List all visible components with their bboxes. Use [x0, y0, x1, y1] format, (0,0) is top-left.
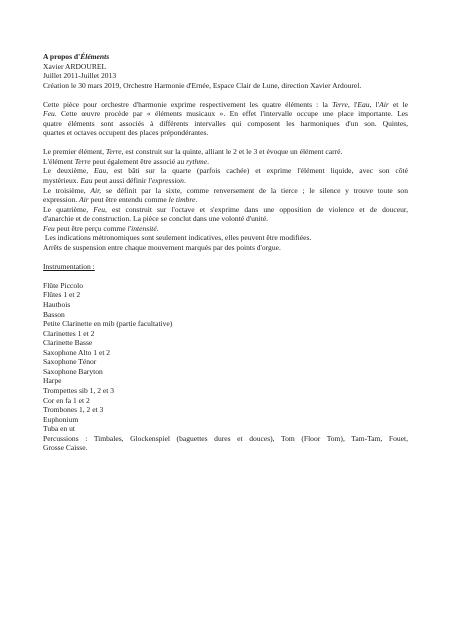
document-title	[43, 52, 408, 62]
instrument-item: Cor en fa 1 et 2	[43, 395, 90, 405]
instrument-item: Trombones 1, 2 et 3	[43, 405, 104, 415]
spacer	[43, 90, 408, 100]
document-page	[43, 52, 408, 453]
instrument-item: Saxophone Ténor	[43, 357, 97, 367]
instrument-item: Basson	[43, 309, 65, 319]
instrument-item: Tuba en ut	[43, 424, 76, 434]
instrument-item: Hautbois	[43, 300, 71, 310]
elements-line-6: expression. Air peut être entendu comme le timbre.	[43, 195, 198, 205]
spacer	[43, 138, 408, 148]
instrument-item: Clarinettes 1 et 2	[43, 328, 95, 338]
title-prefix: A propos d'	[43, 52, 81, 61]
intro-line-1: Cette pièce pour orchestre d'harmonie exprime respectivement les quatre éléments : la Terre, l'Eau, l'Air et le	[43, 99, 409, 109]
instrument-item: Saxophone Baryton	[43, 366, 103, 376]
elements-line-4: mystérieux. Eau peut aussi définir l'expression.	[43, 176, 186, 186]
elements-line-5: Le troisième, Air, se définit par la sixte, comme renversement de la tierce ; le silence y trouve toute son	[43, 185, 408, 195]
intro-line-4: quartes et octaves occupent des places prépondérantes.	[43, 128, 209, 138]
instrument-item: Flûte Piccolo	[43, 280, 84, 290]
percussion-line-2: Grosse Caisse.	[43, 443, 88, 453]
composer-name: Xavier ARDOUREL	[43, 61, 107, 71]
instrument-item: Trompettes sib 1, 2 et 3	[43, 385, 114, 395]
metronome-note: Les indications métronomiques sont seulement indicatives, elles peuvent être modifiées.	[43, 233, 312, 243]
instrument-item: Saxophone Alto 1 et 2	[43, 347, 111, 357]
intro-line-3: quatre éléments sont associés à différents intervalles qui composent les harmoniques d'un son. Quintes,	[43, 118, 408, 128]
elements-line-8: d'anarchie et de construction. La pièce se conclut dans une volonté d'unité.	[43, 214, 269, 224]
fermata-note: Arrêts de suspension entre chaque mouvement marqués par des points d'orgue.	[43, 242, 281, 252]
elements-line-7: Le quatrième, Feu, est construit sur l'octave et s'exprime dans une opposition de violence et de douceur,	[43, 204, 408, 214]
instrument-list	[43, 281, 408, 434]
instrument-item: Flûtes 1 et 2	[43, 290, 81, 300]
title-work: Éléments	[80, 52, 110, 61]
spacer	[43, 252, 408, 262]
elements-line-9: Feu peut être perçu comme l'intensité.	[43, 223, 159, 233]
elements-line-3: Le deuxième, Eau, est bâti sur la quarte (parfois cachée) et exprime l'élément liquide, avec son côté	[43, 166, 408, 176]
elements-line-1: Le premier élément, Terre, est construit sur la quinte, alliant le 2 et le 3 et évoque un élément carré.	[43, 147, 343, 157]
instrument-item: Euphonium	[43, 414, 79, 424]
intro-line-2: Feu. Cette œuvre procède par « éléments musicaux ». En effet l'intervalle occupe une place importante. Les	[43, 109, 408, 119]
premiere-info: Création le 30 mars 2019, Orchestre Harmonie d'Ernée, Espace Clair de Lune, direction Xavier Ardourel.	[43, 80, 362, 90]
instrument-item: Clarinette Basse	[43, 338, 93, 348]
instrumentation-heading: Instrumentation :	[43, 261, 95, 271]
composition-dates: Juillet 2011-Juillet 2013	[43, 71, 117, 81]
spacer	[43, 271, 408, 281]
instrument-item: Petite Clarinette en mib (partie facultative)	[43, 319, 173, 329]
elements-line-2: L'élément Terre peut également être associé au rythme.	[43, 156, 209, 166]
instrument-item: Harpe	[43, 376, 62, 386]
percussion-line-1: Percussions : Timbales, Glockenspiel (baguettes dures et douces), Tom (Floor Tom), Tam-Tam, Fouet,	[43, 433, 408, 443]
